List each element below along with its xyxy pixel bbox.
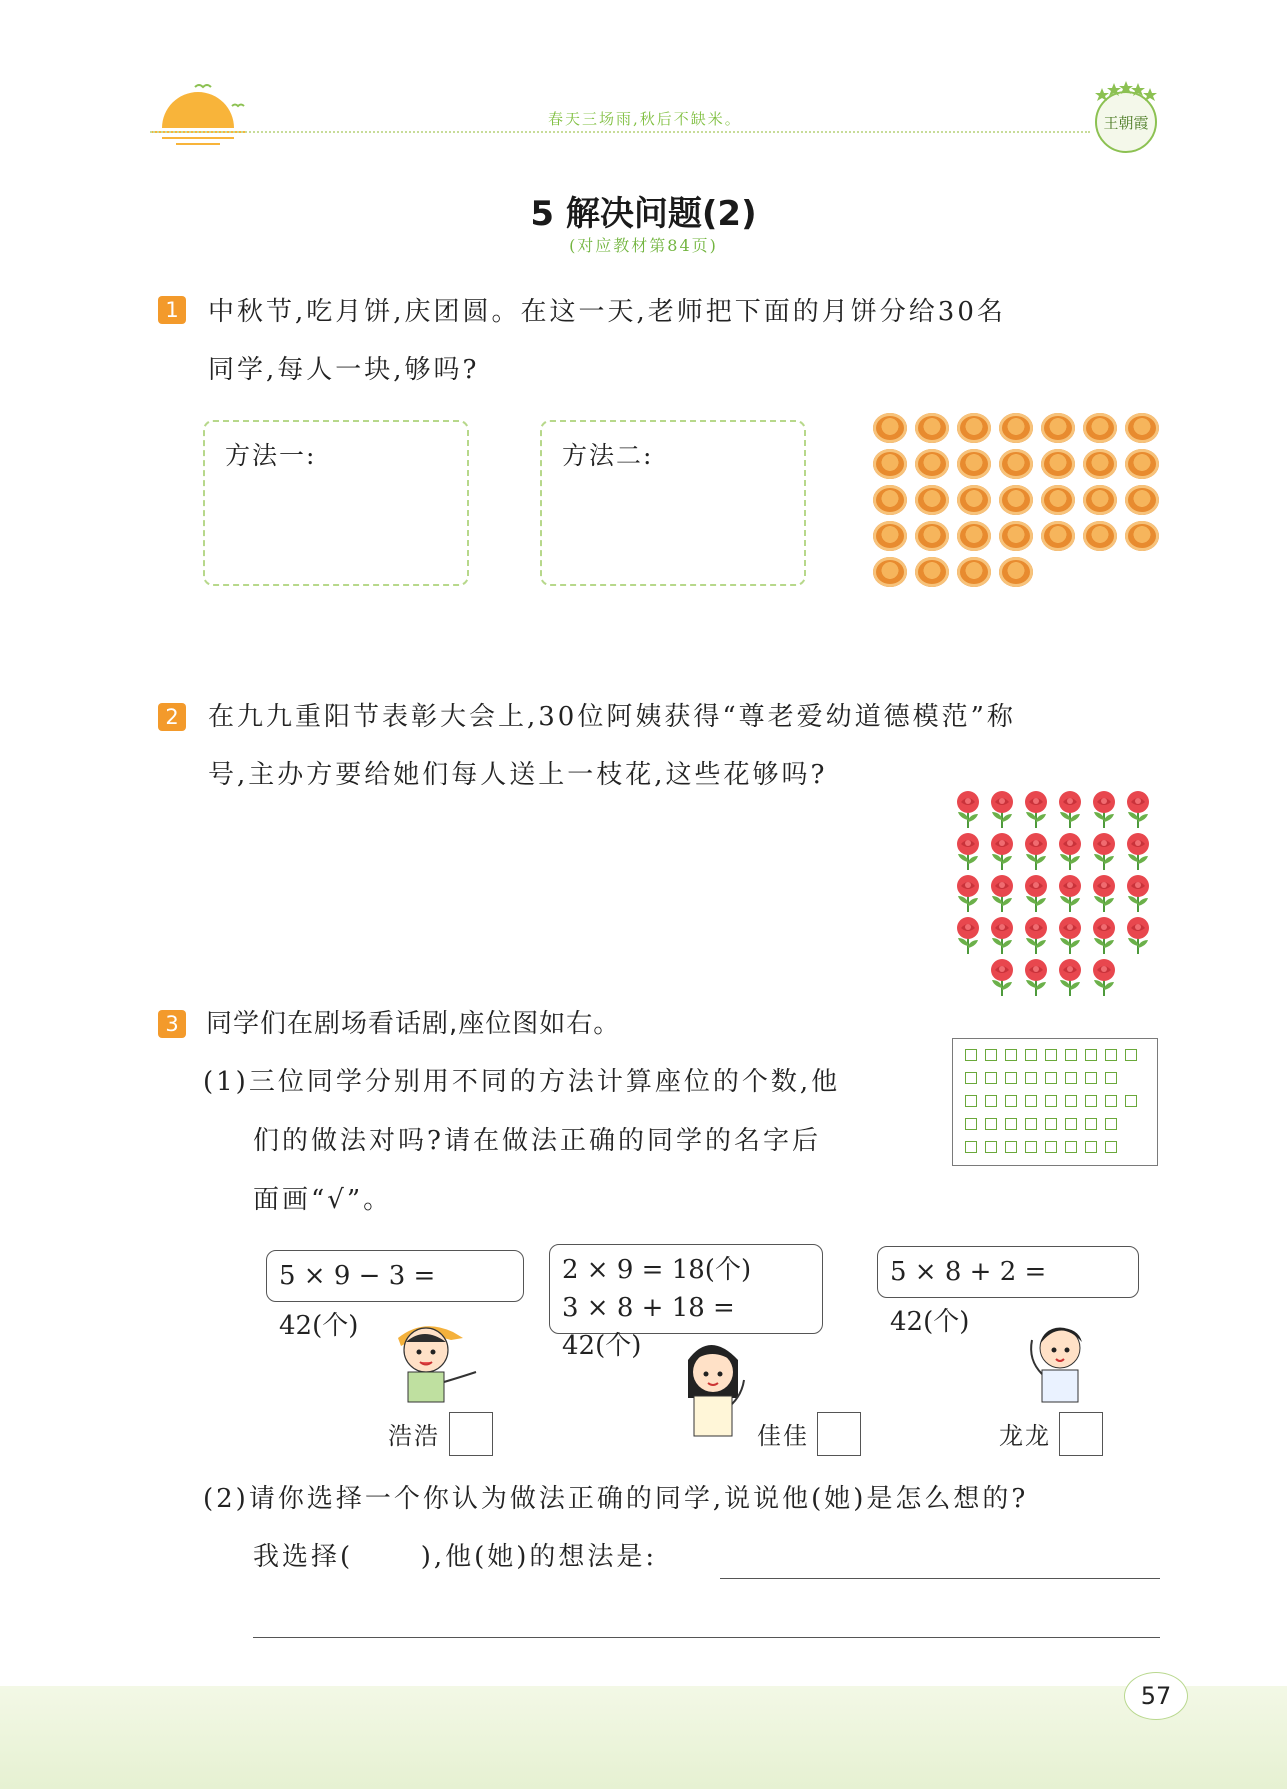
footer-band	[0, 1686, 1287, 1789]
haohao-name: 浩浩	[388, 1422, 440, 1450]
mooncake-icon	[1083, 485, 1117, 515]
seat-icon	[1025, 1118, 1037, 1130]
seat-icon	[1125, 1095, 1137, 1107]
method-1-answer-box[interactable]	[203, 420, 469, 586]
jiajia-name: 佳佳	[757, 1422, 809, 1450]
svg-text:王朝霞: 王朝霞	[1103, 114, 1149, 132]
seat-icon	[1005, 1095, 1017, 1107]
mooncake-array	[873, 413, 1173, 593]
longlong-equation: 5 × 8 + 2 = 42(个)	[890, 1257, 1047, 1337]
method-2-answer-box[interactable]	[540, 420, 806, 586]
jiajia-speech-bubble	[549, 1244, 823, 1361]
rose-icon	[1021, 916, 1051, 956]
seat-icon	[1005, 1141, 1017, 1153]
seat-icon	[1025, 1095, 1037, 1107]
mooncake-icon	[1125, 413, 1159, 443]
seat-icon	[985, 1049, 997, 1061]
mooncake-icon	[1125, 521, 1159, 551]
seat-icon	[1025, 1141, 1037, 1153]
seat-icon	[1105, 1118, 1117, 1130]
seat-icon	[1025, 1049, 1037, 1061]
answer-line-2[interactable]	[253, 1637, 1160, 1638]
rose-icon	[1123, 916, 1153, 956]
longlong-speech-bubble	[877, 1246, 1139, 1337]
jiajia-check-box[interactable]	[817, 1412, 861, 1456]
seat-icon	[985, 1095, 997, 1107]
answer-line-1[interactable]	[720, 1578, 1160, 1579]
method-1-label: 方法一:	[225, 441, 317, 470]
seat-icon	[1045, 1049, 1057, 1061]
rose-icon	[987, 874, 1017, 914]
seat-icon	[985, 1141, 997, 1153]
seat-icon	[1045, 1118, 1057, 1130]
rose-icon	[1123, 790, 1153, 830]
haohao-speech-bubble	[266, 1250, 524, 1341]
header-divider	[150, 131, 1090, 133]
longlong-check-box[interactable]	[1059, 1412, 1103, 1456]
seat-icon	[1065, 1049, 1077, 1061]
rose-icon	[1055, 874, 1085, 914]
mooncake-icon	[957, 557, 991, 587]
mooncake-icon	[1041, 413, 1075, 443]
mooncake-icon	[999, 521, 1033, 551]
seat-icon	[1065, 1095, 1077, 1107]
question-3-part2-line1: (2)请你选择一个你认为做法正确的同学,说说他(她)是怎么想的?	[203, 1484, 1029, 1514]
seat-icon	[1025, 1072, 1037, 1084]
rose-icon	[987, 958, 1017, 998]
rose-icon	[1021, 874, 1051, 914]
mooncake-icon	[915, 449, 949, 479]
rose-icon	[1021, 832, 1051, 872]
mooncake-icon	[957, 449, 991, 479]
longlong-name: 龙龙	[999, 1422, 1051, 1450]
seat-icon	[985, 1072, 997, 1084]
rose-icon	[1089, 832, 1119, 872]
seat-icon	[1065, 1072, 1077, 1084]
mooncake-icon	[957, 485, 991, 515]
question-3-part1-line3: 面画“√”。	[253, 1185, 393, 1215]
question-1-line2: 同学,每人一块,够吗?	[208, 355, 480, 385]
seat-icon	[1085, 1072, 1097, 1084]
mooncake-icon	[999, 413, 1033, 443]
mooncake-icon	[873, 449, 907, 479]
mooncake-icon	[915, 413, 949, 443]
question-2-line1: 在九九重阳节表彰大会上,30位阿姨获得“尊老爱幼道德模范”称	[208, 702, 1016, 732]
mooncake-icon	[1083, 449, 1117, 479]
seat-icon	[965, 1072, 977, 1084]
method-2-label: 方法二:	[562, 441, 654, 470]
rose-icon	[953, 790, 983, 830]
rose-icon	[953, 916, 983, 956]
mooncake-icon	[1125, 485, 1159, 515]
seat-icon	[1085, 1141, 1097, 1153]
mooncake-icon	[1041, 449, 1075, 479]
longlong-avatar	[1014, 1310, 1104, 1414]
rose-icon	[1021, 790, 1051, 830]
seat-icon	[1085, 1049, 1097, 1061]
rose-icon	[1089, 916, 1119, 956]
rose-icon	[953, 832, 983, 872]
seat-icon	[1065, 1141, 1077, 1153]
mooncake-icon	[999, 485, 1033, 515]
seat-icon	[1005, 1118, 1017, 1130]
jiajia-equation-1: 2 × 9 = 18(个)	[562, 1255, 752, 1285]
haohao-avatar	[388, 1310, 488, 1414]
rose-icon	[1089, 958, 1119, 998]
rose-icon	[1089, 790, 1119, 830]
rose-icon	[987, 916, 1017, 956]
seat-icon	[1005, 1072, 1017, 1084]
question-1-line1: 中秋节,吃月饼,庆团圆。在这一天,老师把下面的月饼分给30名	[208, 297, 1006, 327]
mooncake-icon	[873, 521, 907, 551]
seat-icon	[985, 1118, 997, 1130]
page-number: 57	[1124, 1672, 1188, 1720]
rose-array	[953, 790, 1168, 1005]
question-3-intro: 同学们在剧场看话剧,座位图如右。	[206, 1009, 621, 1039]
question-3-part2-line2: 我选择( ),他(她)的想法是:	[253, 1542, 658, 1572]
mooncake-icon	[957, 413, 991, 443]
seat-icon	[1105, 1095, 1117, 1107]
mooncake-icon	[1041, 521, 1075, 551]
mooncake-icon	[999, 557, 1033, 587]
seat-icon	[1065, 1118, 1077, 1130]
mooncake-icon	[1041, 485, 1075, 515]
mooncake-icon	[873, 413, 907, 443]
mooncake-icon	[915, 521, 949, 551]
seat-icon	[1045, 1072, 1057, 1084]
seat-icon	[1045, 1095, 1057, 1107]
seat-chart	[952, 1038, 1158, 1166]
rose-icon	[1055, 790, 1085, 830]
page-subtitle: (对应教材第84页)	[569, 236, 718, 255]
seat-icon	[1105, 1049, 1117, 1061]
seat-icon	[1105, 1072, 1117, 1084]
mooncake-icon	[1083, 521, 1117, 551]
jiajia-equation-2: 3 × 8 + 18 = 42(个)	[562, 1293, 735, 1361]
rose-icon	[1055, 958, 1085, 998]
rose-icon	[1123, 874, 1153, 914]
header-motto: 春天三场雨,秋后不缺米。	[548, 110, 742, 128]
seat-icon	[1045, 1141, 1057, 1153]
brand-badge-icon	[1088, 80, 1164, 160]
rose-icon	[953, 874, 983, 914]
seat-icon	[1005, 1049, 1017, 1061]
page-title: 5 解决问题(2)	[530, 194, 757, 234]
haohao-check-box[interactable]	[449, 1412, 493, 1456]
rose-icon	[1089, 874, 1119, 914]
mooncake-icon	[915, 557, 949, 587]
question-2-line2: 号,主办方要给她们每人送上一枝花,这些花够吗?	[208, 760, 828, 790]
question-2-number: 2	[158, 703, 186, 731]
jiajia-avatar	[670, 1330, 760, 1444]
seat-icon	[965, 1095, 977, 1107]
seat-icon	[1125, 1049, 1137, 1061]
question-1-number: 1	[158, 296, 186, 324]
rose-icon	[1021, 958, 1051, 998]
mooncake-icon	[999, 449, 1033, 479]
mooncake-icon	[1083, 413, 1117, 443]
seat-icon	[965, 1049, 977, 1061]
mooncake-icon	[915, 485, 949, 515]
seat-icon	[1085, 1095, 1097, 1107]
mooncake-icon	[957, 521, 991, 551]
question-3-number: 3	[158, 1010, 186, 1038]
mooncake-icon	[873, 557, 907, 587]
rose-icon	[1123, 832, 1153, 872]
question-3-part1-line2: 们的做法对吗?请在做法正确的同学的名字后	[253, 1126, 821, 1156]
rose-icon	[1055, 916, 1085, 956]
sun-logo-icon	[150, 80, 245, 150]
seat-icon	[1105, 1141, 1117, 1153]
haohao-equation: 5 × 9 − 3 = 42(个)	[279, 1261, 436, 1341]
rose-icon	[987, 832, 1017, 872]
rose-icon	[1055, 832, 1085, 872]
mooncake-icon	[1125, 449, 1159, 479]
question-3-part1-line1: (1)三位同学分别用不同的方法计算座位的个数,他	[203, 1067, 841, 1097]
mooncake-icon	[873, 485, 907, 515]
rose-icon	[987, 790, 1017, 830]
seat-icon	[1085, 1118, 1097, 1130]
